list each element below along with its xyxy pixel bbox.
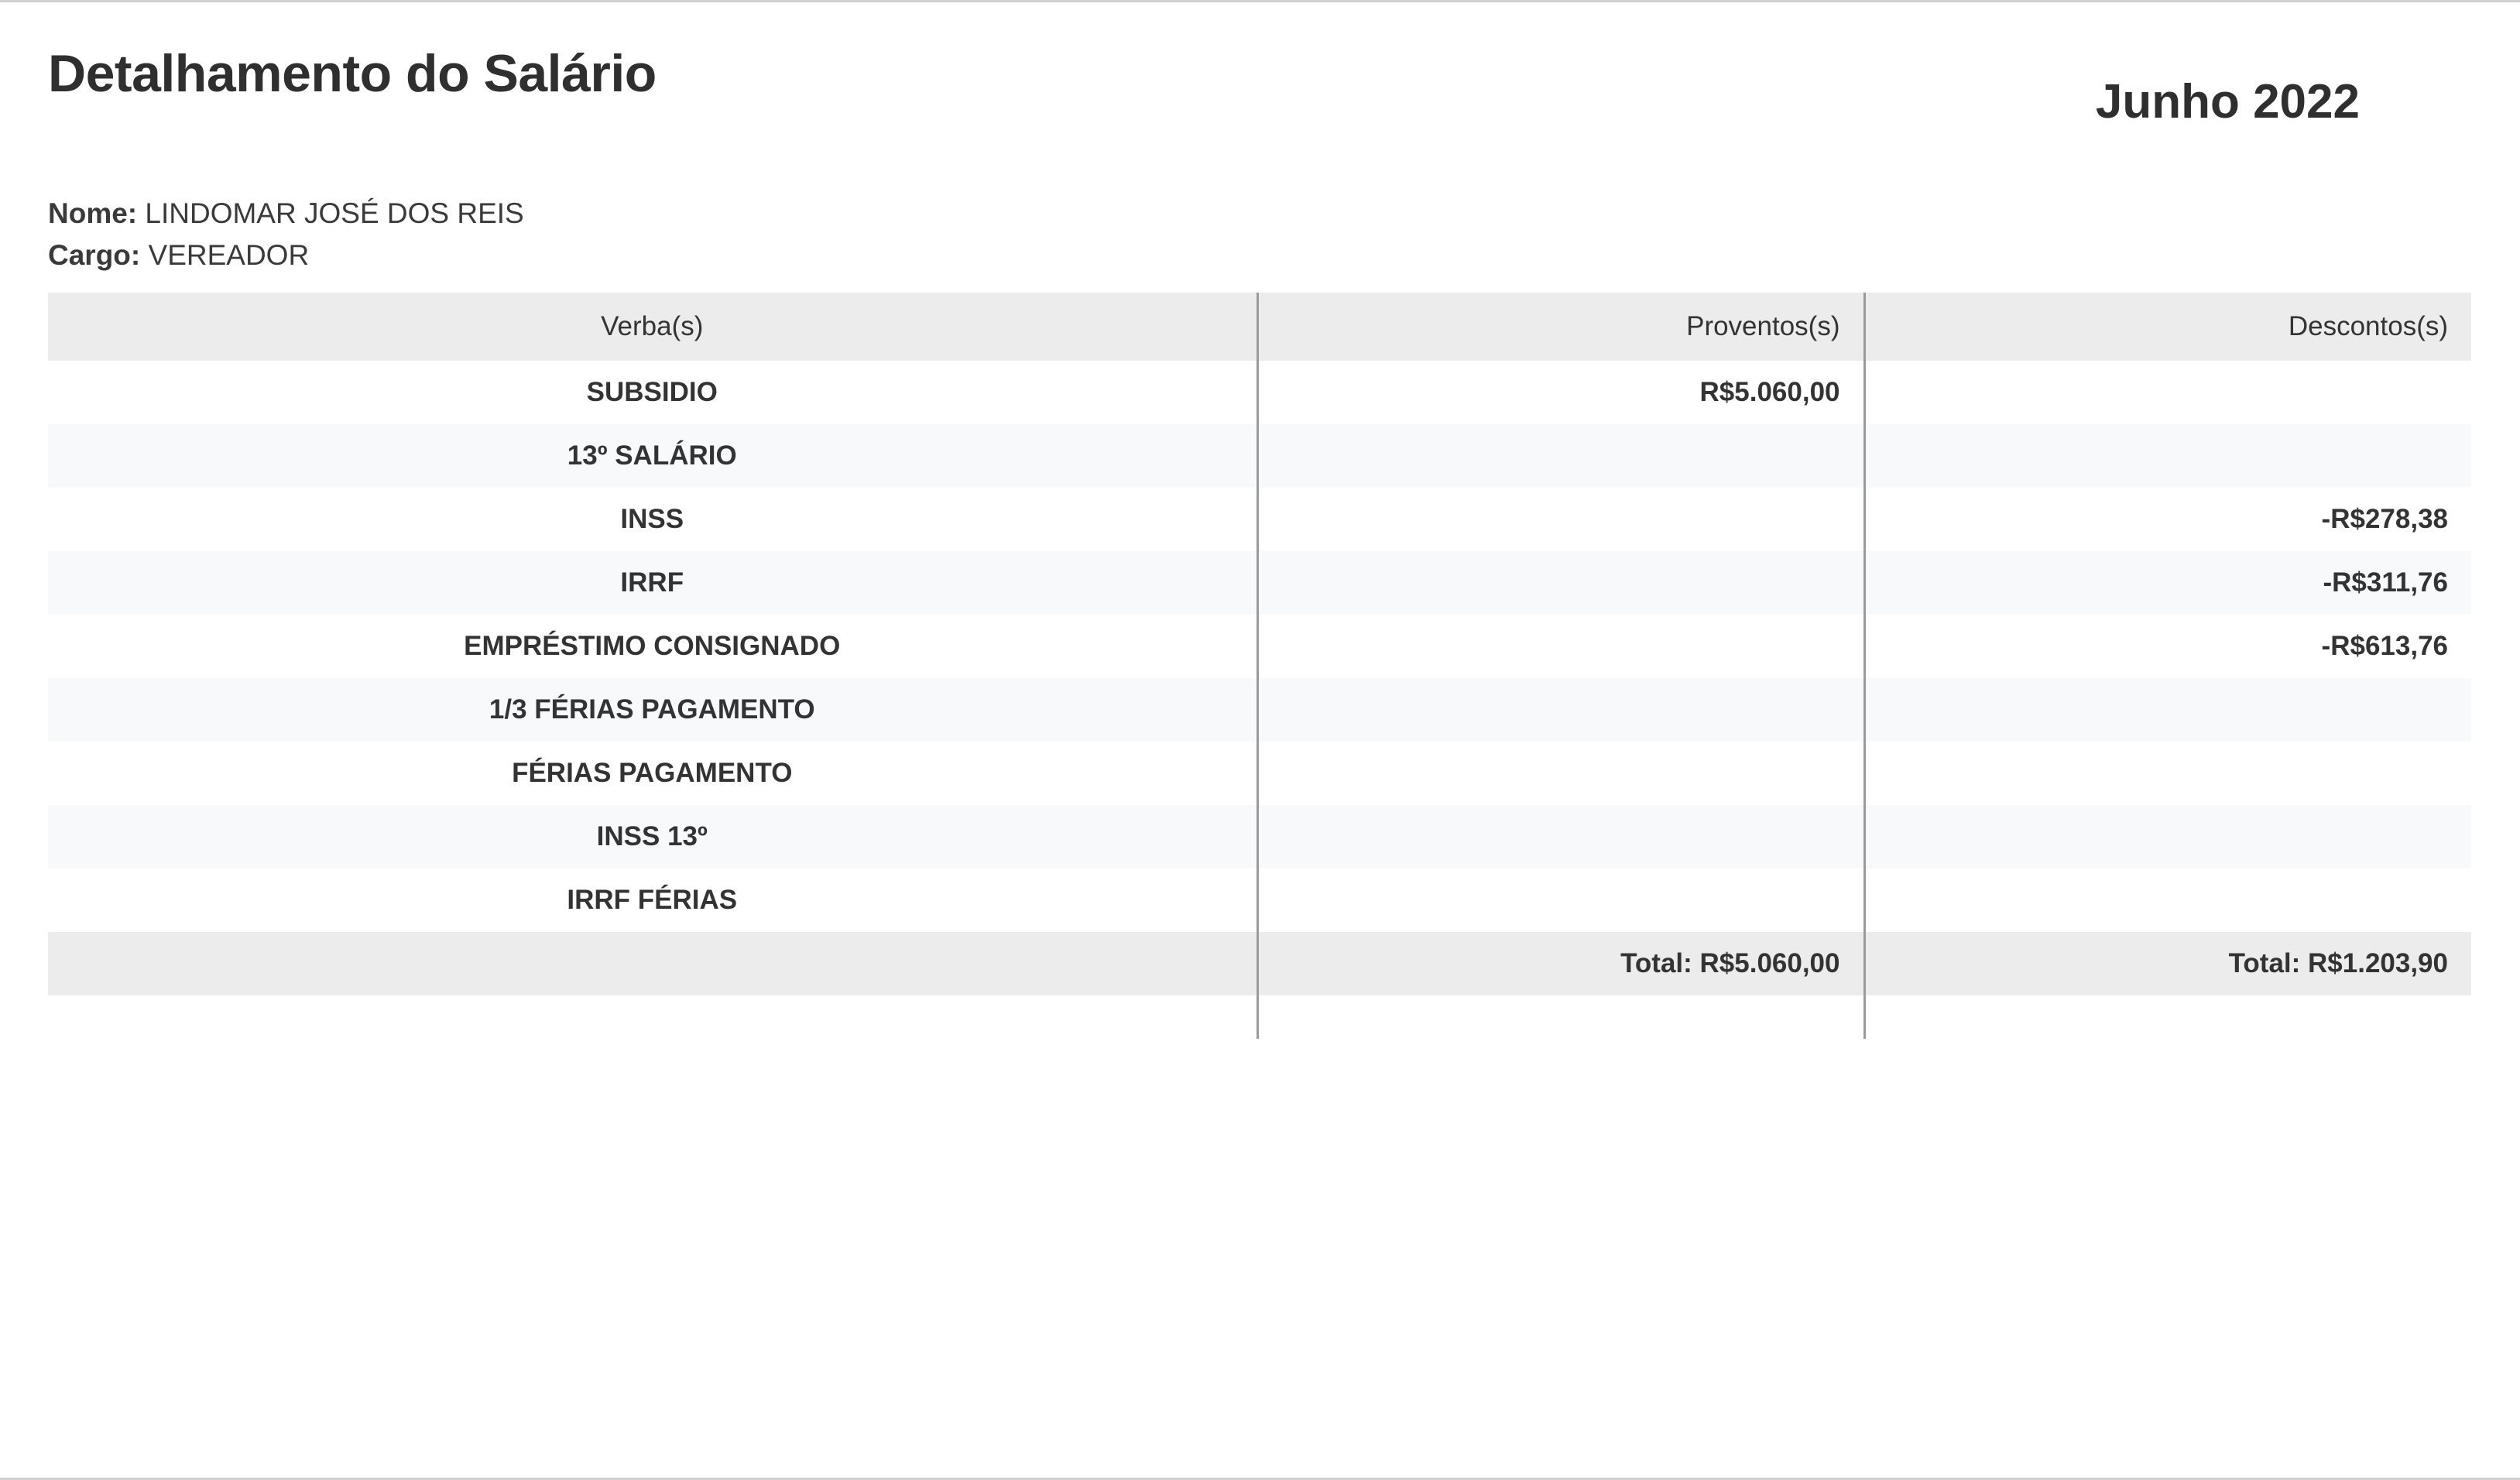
row-descontos xyxy=(1864,868,2471,932)
row-descontos xyxy=(1864,424,2471,488)
employee-role-value: VEREADOR xyxy=(148,238,310,271)
table-row xyxy=(48,551,2471,615)
page-inner xyxy=(0,2,2520,1039)
salary-table-body xyxy=(48,361,2471,1039)
column-header-proventos: Proventos(s) xyxy=(1257,293,1864,361)
row-proventos xyxy=(1257,424,1864,488)
row-proventos xyxy=(1257,551,1864,615)
footer-spacer-cell xyxy=(48,995,1257,1039)
totals-proventos: Total: R$5.060,00 xyxy=(1257,932,1864,995)
row-proventos xyxy=(1257,488,1864,551)
row-verba: 13º SALÁRIO xyxy=(48,424,1257,488)
totals-descontos: Total: R$1.203,90 xyxy=(1864,932,2471,995)
row-descontos xyxy=(1864,742,2471,805)
table-totals-row xyxy=(48,932,2471,995)
totals-verba xyxy=(48,932,1257,995)
employee-info xyxy=(48,193,2472,276)
employee-name-line xyxy=(48,193,2472,235)
row-proventos: R$5.060,00 xyxy=(1257,361,1864,424)
row-verba: EMPRÉSTIMO CONSIGNADO xyxy=(48,615,1257,678)
table-row xyxy=(48,424,2471,488)
table-row xyxy=(48,742,2471,805)
table-footer-spacer xyxy=(48,995,2471,1039)
row-verba: INSS xyxy=(48,488,1257,551)
row-proventos xyxy=(1257,615,1864,678)
table-header-row xyxy=(48,293,2471,361)
row-descontos xyxy=(1864,361,2471,424)
row-proventos xyxy=(1257,678,1864,742)
row-proventos xyxy=(1257,805,1864,868)
row-verba: SUBSIDIO xyxy=(48,361,1257,424)
employee-role-line xyxy=(48,235,2472,276)
row-verba: INSS 13º xyxy=(48,805,1257,868)
row-verba: IRRF FÉRIAS xyxy=(48,868,1257,932)
salary-table xyxy=(48,293,2471,1039)
salary-table-header xyxy=(48,293,2471,361)
table-row xyxy=(48,615,2471,678)
row-verba: IRRF xyxy=(48,551,1257,615)
row-descontos: -R$311,76 xyxy=(1864,551,2471,615)
row-descontos: -R$278,38 xyxy=(1864,488,2471,551)
employee-name-label: Nome: xyxy=(48,197,138,229)
table-row xyxy=(48,488,2471,551)
page-title: Detalhamento do Salário xyxy=(48,44,657,103)
employee-role-label: Cargo: xyxy=(48,238,141,271)
page-header xyxy=(48,45,2472,129)
footer-spacer-cell xyxy=(1257,995,1864,1039)
table-row xyxy=(48,805,2471,868)
employee-name-value: LINDOMAR JOSÉ DOS REIS xyxy=(145,197,524,229)
row-descontos: -R$613,76 xyxy=(1864,615,2471,678)
column-header-verbas: Verba(s) xyxy=(48,293,1257,361)
row-proventos xyxy=(1257,742,1864,805)
row-descontos xyxy=(1864,678,2471,742)
table-row xyxy=(48,868,2471,932)
footer-spacer-cell xyxy=(1864,995,2471,1039)
column-header-descontos: Descontos(s) xyxy=(1864,293,2471,361)
row-descontos xyxy=(1864,805,2471,868)
table-row xyxy=(48,678,2471,742)
row-verba: FÉRIAS PAGAMENTO xyxy=(48,742,1257,805)
table-row xyxy=(48,361,2471,424)
row-proventos xyxy=(1257,868,1864,932)
row-verba: 1/3 FÉRIAS PAGAMENTO xyxy=(48,678,1257,742)
period-label: Junho 2022 xyxy=(2095,75,2360,128)
